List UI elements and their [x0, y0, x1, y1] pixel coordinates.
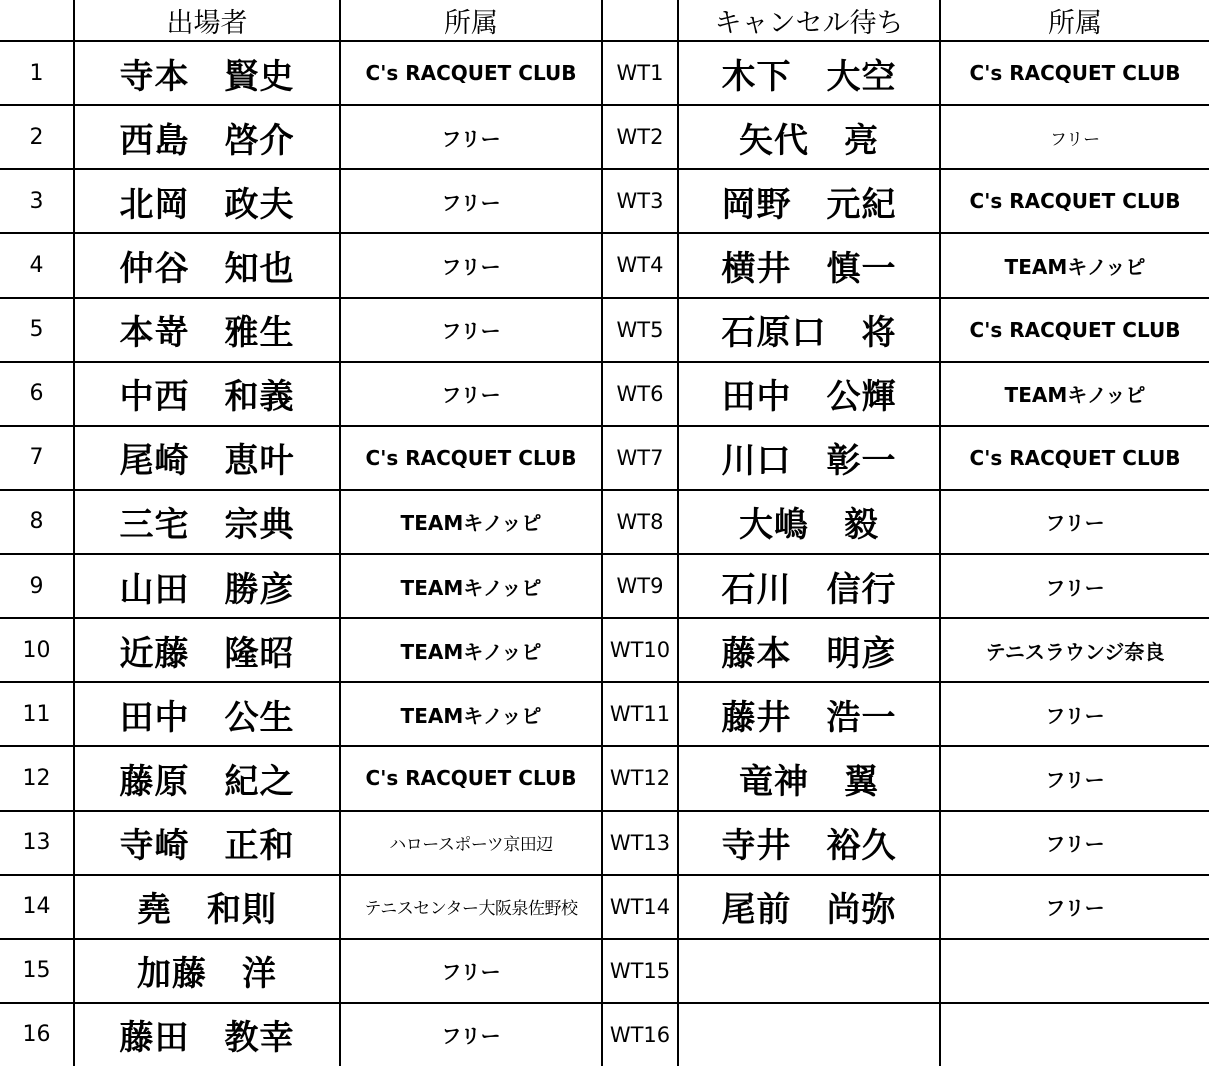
player-name: 近藤 隆昭	[74, 618, 340, 682]
entry-number: 6	[0, 362, 74, 426]
waitlist-player-name: 尾前 尚弥	[678, 875, 940, 939]
waitlist-player-name: 矢代 亮	[678, 105, 940, 169]
entry-number: 9	[0, 554, 74, 618]
waitlist-number: WT9	[602, 554, 678, 618]
entry-number: 3	[0, 169, 74, 233]
waitlist-affiliation: C's RACQUET CLUB	[940, 169, 1209, 233]
waitlist-affiliation: TEAMキノッピ	[940, 362, 1209, 426]
waitlist-number: WT6	[602, 362, 678, 426]
waitlist-affiliation: TEAMキノッピ	[940, 233, 1209, 297]
waitlist-player-name: 岡野 元紀	[678, 169, 940, 233]
waitlist-player-name: 竜神 翼	[678, 746, 940, 810]
player-name: 田中 公生	[74, 682, 340, 746]
waitlist-number: WT14	[602, 875, 678, 939]
table-row	[0, 362, 1209, 426]
waitlist-number: WT16	[602, 1003, 678, 1066]
player-name: 山田 勝彦	[74, 554, 340, 618]
player-affiliation: ハロースポーツ京田辺	[340, 811, 602, 875]
entry-number: 7	[0, 426, 74, 490]
waitlist-number: WT10	[602, 618, 678, 682]
header-waitlist-player: キャンセル待ち	[678, 0, 940, 41]
table-row	[0, 939, 1209, 1003]
header-waitlist-number	[602, 0, 678, 41]
waitlist-affiliation: C's RACQUET CLUB	[940, 426, 1209, 490]
player-affiliation: フリー	[340, 1003, 602, 1066]
player-name: 本嵜 雅生	[74, 298, 340, 362]
header-waitlist-affiliation: 所属	[940, 0, 1209, 41]
table-row	[0, 233, 1209, 297]
player-name: 仲谷 知也	[74, 233, 340, 297]
player-affiliation: テニスセンター大阪泉佐野校	[340, 875, 602, 939]
player-affiliation: フリー	[340, 939, 602, 1003]
waitlist-number: WT1	[602, 41, 678, 105]
player-name: 寺崎 正和	[74, 811, 340, 875]
waitlist-player-name: 石川 信行	[678, 554, 940, 618]
entry-number: 2	[0, 105, 74, 169]
waitlist-number: WT15	[602, 939, 678, 1003]
waitlist-player-name: 寺井 裕久	[678, 811, 940, 875]
table-row	[0, 875, 1209, 939]
entry-number: 16	[0, 1003, 74, 1066]
entry-number: 1	[0, 41, 74, 105]
entry-number: 14	[0, 875, 74, 939]
table-row	[0, 490, 1209, 554]
waitlist-player-name: 石原口 将	[678, 298, 940, 362]
waitlist-player-name	[678, 1003, 940, 1066]
table-row	[0, 298, 1209, 362]
entry-number: 15	[0, 939, 74, 1003]
table-row	[0, 746, 1209, 810]
waitlist-affiliation: フリー	[940, 490, 1209, 554]
table-row	[0, 554, 1209, 618]
table-row	[0, 618, 1209, 682]
waitlist-player-name: 木下 大空	[678, 41, 940, 105]
player-name: 中西 和義	[74, 362, 340, 426]
player-name: 尾崎 恵叶	[74, 426, 340, 490]
waitlist-number: WT13	[602, 811, 678, 875]
player-name: 北岡 政夫	[74, 169, 340, 233]
waitlist-affiliation: フリー	[940, 554, 1209, 618]
entry-number: 5	[0, 298, 74, 362]
entry-number: 10	[0, 618, 74, 682]
table-row	[0, 811, 1209, 875]
waitlist-affiliation: フリー	[940, 811, 1209, 875]
player-affiliation: フリー	[340, 298, 602, 362]
waitlist-player-name: 横井 慎一	[678, 233, 940, 297]
player-name: 加藤 洋	[74, 939, 340, 1003]
waitlist-affiliation: フリー	[940, 746, 1209, 810]
table-row	[0, 1003, 1209, 1066]
entry-number: 13	[0, 811, 74, 875]
player-name: 西島 啓介	[74, 105, 340, 169]
waitlist-number: WT7	[602, 426, 678, 490]
entry-number: 8	[0, 490, 74, 554]
entry-number: 11	[0, 682, 74, 746]
player-name: 寺本 賢史	[74, 41, 340, 105]
entry-number: 4	[0, 233, 74, 297]
waitlist-player-name: 藤本 明彦	[678, 618, 940, 682]
waitlist-affiliation: フリー	[940, 682, 1209, 746]
waitlist-number: WT3	[602, 169, 678, 233]
table-header	[0, 0, 1209, 41]
table-row	[0, 105, 1209, 169]
player-name: 三宅 宗典	[74, 490, 340, 554]
header-number	[0, 0, 74, 41]
header-affiliation: 所属	[340, 0, 602, 41]
waitlist-player-name: 大嶋 毅	[678, 490, 940, 554]
player-affiliation: フリー	[340, 105, 602, 169]
header-row	[0, 0, 1209, 41]
player-affiliation: C's RACQUET CLUB	[340, 41, 602, 105]
player-name: 藤原 紀之	[74, 746, 340, 810]
waitlist-affiliation: C's RACQUET CLUB	[940, 41, 1209, 105]
player-name: 藤田 教幸	[74, 1003, 340, 1066]
waitlist-affiliation	[940, 939, 1209, 1003]
waitlist-player-name	[678, 939, 940, 1003]
table-row	[0, 169, 1209, 233]
table-row	[0, 426, 1209, 490]
table-body	[0, 41, 1209, 1066]
waitlist-player-name: 川口 彰一	[678, 426, 940, 490]
waitlist-affiliation: フリー	[940, 105, 1209, 169]
player-affiliation: フリー	[340, 169, 602, 233]
waitlist-number: WT4	[602, 233, 678, 297]
waitlist-number: WT12	[602, 746, 678, 810]
entry-number: 12	[0, 746, 74, 810]
waitlist-affiliation: フリー	[940, 875, 1209, 939]
header-player: 出場者	[74, 0, 340, 41]
table-row	[0, 682, 1209, 746]
player-affiliation: フリー	[340, 233, 602, 297]
player-affiliation: C's RACQUET CLUB	[340, 746, 602, 810]
player-affiliation: TEAMキノッピ	[340, 490, 602, 554]
waitlist-affiliation	[940, 1003, 1209, 1066]
waitlist-number: WT8	[602, 490, 678, 554]
player-affiliation: C's RACQUET CLUB	[340, 426, 602, 490]
player-affiliation: TEAMキノッピ	[340, 682, 602, 746]
waitlist-number: WT2	[602, 105, 678, 169]
player-affiliation: TEAMキノッピ	[340, 618, 602, 682]
player-affiliation: TEAMキノッピ	[340, 554, 602, 618]
waitlist-number: WT5	[602, 298, 678, 362]
waitlist-player-name: 田中 公輝	[678, 362, 940, 426]
player-affiliation: フリー	[340, 362, 602, 426]
waitlist-affiliation: テニスラウンジ奈良	[940, 618, 1209, 682]
waitlist-affiliation: C's RACQUET CLUB	[940, 298, 1209, 362]
waitlist-player-name: 藤井 浩一	[678, 682, 940, 746]
player-name: 堯 和則	[74, 875, 340, 939]
table-row	[0, 41, 1209, 105]
waitlist-number: WT11	[602, 682, 678, 746]
